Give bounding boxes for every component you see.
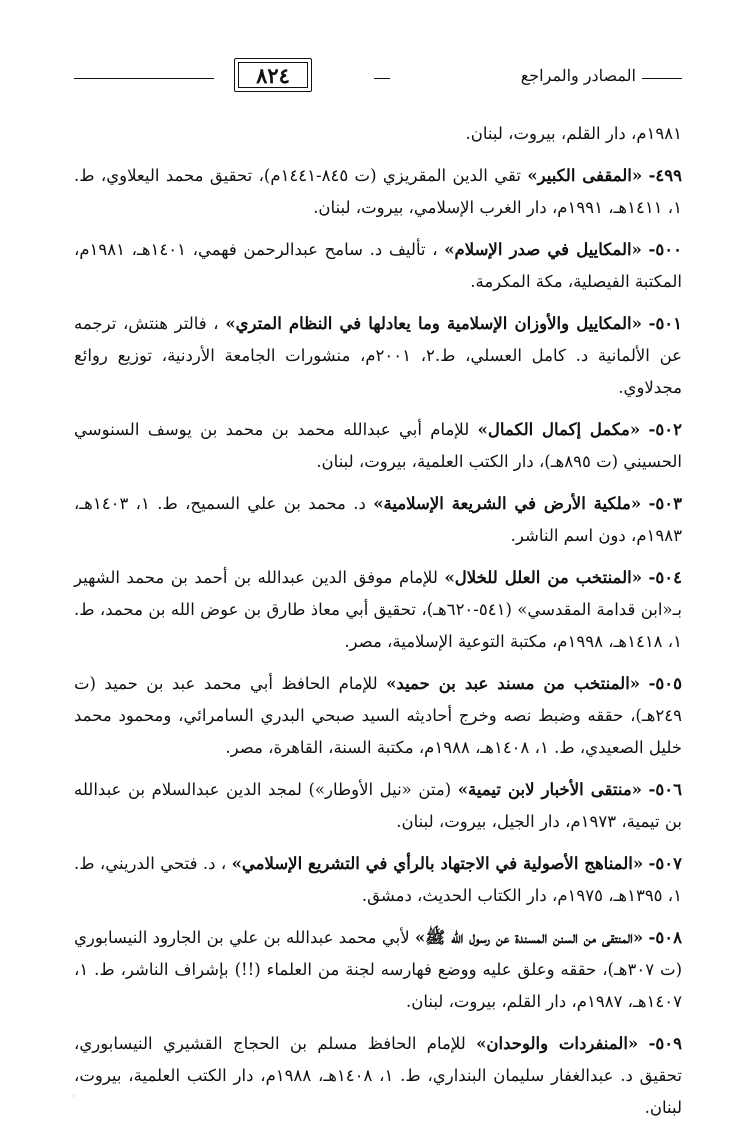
entry-title: «المنتخب من مسند عبد بن حميد» [386,674,641,693]
entry-text: للإمام الحافظ مسلم بن الحجاج القشيري النيسابوري، تحقيق د. عبدالغفار سليمان البنداري، ط. ١، ١٤٠٨هـ، ١٩٨٨م، دار الكتب العلمية، بيروت، لبنان. [74,1034,682,1117]
entry-number: ٤٩٩- [648,166,683,185]
bibliography-entry [74,234,682,298]
entry-number: ٥٠٢- [648,420,682,439]
entry-title: «المناهج الأصولية في الاجتهاد بالرأي في التشريع الإسلامي» [231,854,644,873]
entry-text: د. محمد بن علي السميح، ط. ١، ١٤٠٣هـ، ١٩٨٣م، دون اسم الناشر. [74,494,682,545]
bibliography-entry [74,922,682,1018]
bibliography-entry [74,1028,682,1124]
bibliography-entry [74,848,682,912]
entry-title: «منتقى الأخبار لابن تيمية» [457,780,642,799]
entry-text: للإمام موفق الدين عبدالله بن أحمد بن محمد الشهير بـ«ابن قدامة المقدسي» (٥٤١-٦٢٠هـ)، تحقيق أبي معاذ طارق بن عوض الله بن محمد، ط. ١، ١٤١٨هـ، ١٩٩٨م، مكتبة التوعية الإسلامية، مصر. [74,568,683,651]
entry-number: ٥٠٧- [648,854,682,873]
bibliography-entry [74,488,682,552]
entry-number: ٥٠١- [648,314,683,333]
lead-line: ١٩٨١م، دار القلم، بيروت، لبنان. [465,124,682,143]
entries-container [74,160,682,1124]
page-speck: · [72,1092,75,1101]
entry-number: ٥٠٣- [648,494,683,513]
entry-title: «المقفى الكبير» [527,166,643,185]
entry-text: للإمام الحافظ أبي محمد عبد بن حميد (ت ٢٤٩هـ)، حققه وضبط نصه وخرج أحاديثه السيد صبحي البدري السامرائي، ومحمود محمد خليل الصعيدي، ط. ١، ١٤٠٨هـ، ١٩٨٨م، مكتبة السنة، القاهرة، مصر. [74,674,682,757]
running-title: المصادر والمراجع [390,66,642,85]
entry-title: «المكاييل في صدر الإسلام» [444,240,642,259]
bibliography-entry [74,414,682,478]
entry-text: لأبي محمد عبدالله بن علي بن الجارود النيسابوري (ت ٣٠٧هـ)، حققه وعلق عليه ووضع فهارسه لجنة من العلماء (!!) بإشراف الناشر، ط. ١، ١٤٠٧هـ، ١٩٨٧م، دار القلم، بيروت، لبنان. [74,928,683,1011]
entry-title: «مكمل إكمال الكمال» [477,420,641,439]
page-number: ٨٢٤ [234,58,312,92]
bibliography-entry [74,160,682,224]
entry-number: ٥٠٤- [648,568,682,587]
entry-number: ٥٠٩- [648,1034,683,1053]
entry-number: ٥٠٨- [648,928,682,947]
bibliography-list [74,118,682,1134]
entry-text: للإمام أبي عبدالله محمد بن محمد بن يوسف السنوسي الحسيني (ت ٨٩٥هـ)، دار الكتب العلمية، بيروت، لبنان. [74,420,682,471]
entry-title: «المكاييل والأوزان الإسلامية وما يعادلها في النظام المتري» [225,314,642,333]
header-rule-left [74,78,214,79]
entry-number: ٥٠٠- [648,240,682,259]
entry-text: (متن «نيل الأوطار») لمجد الدين عبدالسلام بن عبدالله بن تيمية، ١٩٧٣م، دار الجيل، بيروت، لبنان. [74,780,682,831]
entry-number: ٥٠٦- [648,780,682,799]
bibliography-entry [74,562,682,658]
entry-title: «المنتخب من العلل للخلال» [444,568,643,587]
entry-title: «المنتقى من السنن المسندة عن رسول الله ﷺ» [414,928,644,947]
bibliography-entry [74,668,682,764]
entry-text: ، فالتر هنتش، ترجمه عن الألمانية د. كامل العسلي، ط.٢، ٢٠٠١م، منشورات الجامعة الأردنية، توزيع روائع مجدلاوي. [74,314,682,397]
page-header [74,58,682,94]
entry-title: «ملكية الأرض في الشريعة الإسلامية» [373,494,642,513]
entry-text: تقي الدين المقريزي (ت ٨٤٥-١٤٤١م)، تحقيق محمد اليعلاوي، ط. ١، ١٤١١هـ، ١٩٩١م، دار الغرب الإسلامي، بيروت، لبنان. [74,166,682,217]
entry-number: ٥٠٥- [648,674,683,693]
bibliography-entry [74,308,682,404]
bibliography-entry [74,774,682,838]
entry-title: «المنفردات والوحدان» [476,1034,639,1053]
entry-text: ، تأليف د. سامح عبدالرحمن فهمي، ١٤٠١هـ، ١٩٨١م، المكتبة الفيصلية، مكة المكرمة. [74,240,682,291]
entry-text: ، د. فتحي الدريني، ط. ١، ١٣٩٥هـ، ١٩٧٥م، دار الكتاب الحديث، دمشق. [74,854,682,905]
